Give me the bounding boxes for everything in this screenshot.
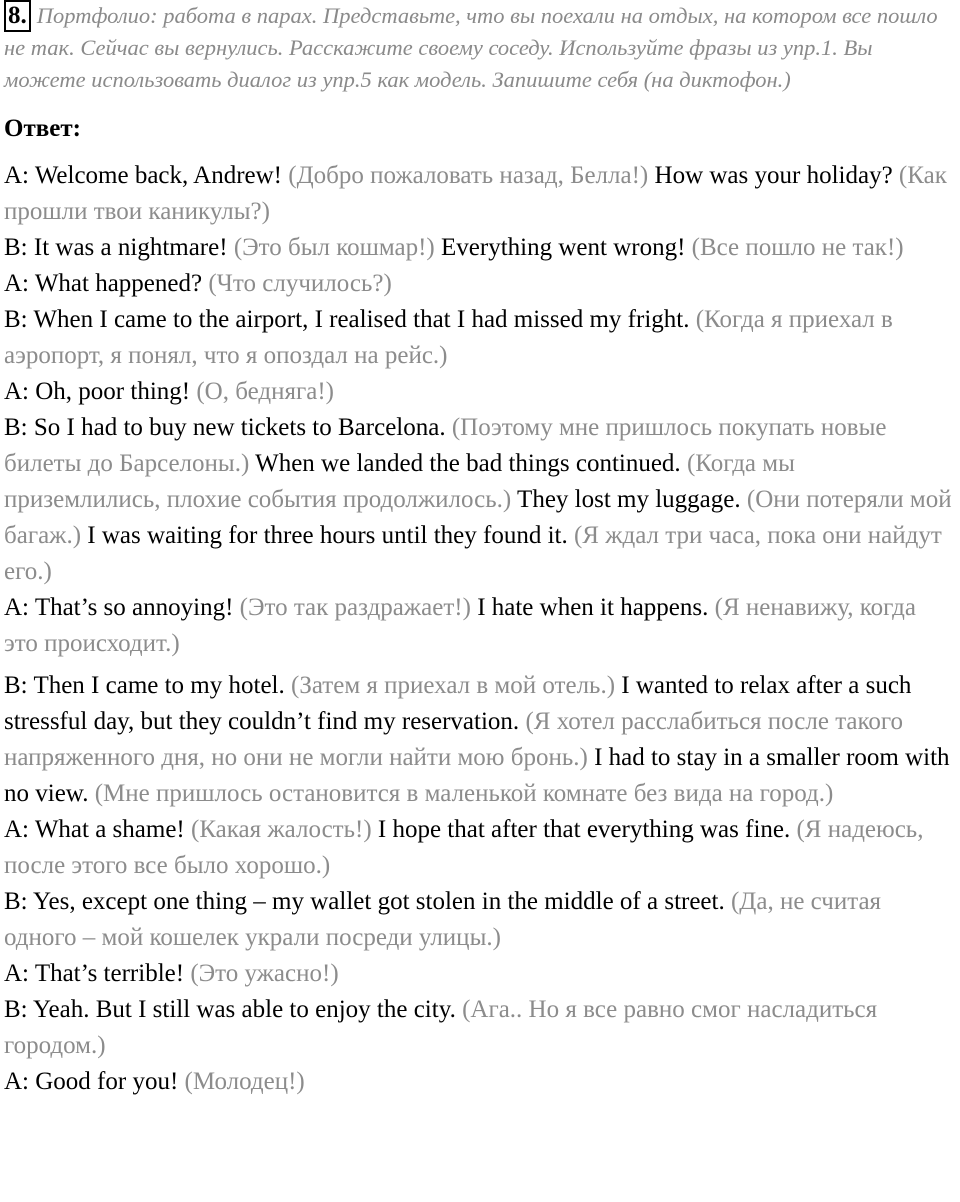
russian-translation: (Добро пожаловать назад, Белла!) xyxy=(288,162,649,189)
dialogue-line xyxy=(4,992,954,1064)
russian-translation: (Поэтому мне пришлось покупать новые билеты до Барселоны.) xyxy=(4,414,887,477)
speaker-label: A: xyxy=(4,1068,29,1095)
speaker-label: A: xyxy=(4,960,29,987)
dialogue-line xyxy=(4,956,954,992)
dialogue-line xyxy=(4,410,954,590)
dialogue-line xyxy=(4,590,954,662)
speaker-label: A: xyxy=(4,270,29,297)
english-phrase: What a shame! xyxy=(34,816,185,843)
speaker-label: A: xyxy=(4,162,29,189)
dialogue-line xyxy=(4,884,954,956)
speaker-label: B: xyxy=(4,414,28,441)
speaker-label: B: xyxy=(4,234,28,261)
russian-translation: (Я ненавижу, когда это происходит.) xyxy=(4,594,916,657)
english-phrase: That’s so annoying! xyxy=(34,594,234,621)
russian-translation: (Когда мы приземлились, плохие события продолжилось.) xyxy=(4,450,795,513)
dialogue-line xyxy=(4,158,954,230)
russian-translation: (Мне пришлось остановится в маленькой комнате без вида на город.) xyxy=(94,780,834,807)
speaker-label: A: xyxy=(4,378,29,405)
english-phrase: When we landed the bad things continued. xyxy=(255,450,681,477)
speaker-label: B: xyxy=(4,306,28,333)
english-phrase: Yeah. But I still was able to enjoy the city. xyxy=(32,996,456,1023)
russian-translation: (Ага.. Но я все равно смог насладиться городом.) xyxy=(4,996,878,1059)
russian-translation: (О, бедняга!) xyxy=(196,378,334,405)
dialogue-line xyxy=(4,302,954,374)
task-instructions-text: Портфолио: работа в парах. Представьте, что вы поехали на отдых, на котором все пошло не так. Сейчас вы вернулись. Расскажите своему соседу. Используйте фразы из упр.1. Вы можете использовать диалог из упр.5 как модель. Запишите себя (на диктофон.) xyxy=(4,3,938,92)
russian-translation: (Это ужасно!) xyxy=(190,960,339,987)
speaker-label: A: xyxy=(4,594,29,621)
english-phrase: It was a nightmare! xyxy=(33,234,228,261)
page xyxy=(4,0,954,1100)
russian-translation: (Это так раздражает!) xyxy=(239,594,471,621)
english-phrase: When I came to the airport, I realised that I had missed my fright. xyxy=(33,306,690,333)
dialogue-line xyxy=(4,266,954,302)
english-phrase: Everything went wrong! xyxy=(441,234,686,261)
russian-translation: (Какая жалость!) xyxy=(191,816,372,843)
russian-translation: (Когда я приехал в аэропорт, я понял, что я опоздал на рейс.) xyxy=(4,306,893,369)
russian-translation: (Я надеюсь, после этого все было хорошо.) xyxy=(4,816,924,879)
speaker-label: B: xyxy=(4,888,28,915)
english-phrase: Yes, except one thing – my wallet got stolen in the middle of a street. xyxy=(32,888,725,915)
russian-translation: (Затем я приехал в мой отель.) xyxy=(291,672,616,699)
english-phrase: I was waiting for three hours until they found it. xyxy=(87,522,568,549)
dialogue xyxy=(4,158,954,1100)
task-number: 8. xyxy=(4,0,31,32)
russian-translation: (Что случилось?) xyxy=(208,270,392,297)
english-phrase: Good for you! xyxy=(35,1068,179,1095)
english-phrase: What happened? xyxy=(34,270,203,297)
english-phrase: They lost my luggage. xyxy=(517,486,741,513)
russian-translation: (Я хотел расслабиться после такого напряженного дня, но они не могли найти мою бронь.) xyxy=(4,708,904,771)
russian-translation: (Да, не считая одного – мой кошелек украли посреди улицы.) xyxy=(4,888,882,951)
russian-translation: (Это был кошмар!) xyxy=(233,234,435,261)
english-phrase: So I had to buy new tickets to Barcelona. xyxy=(33,414,446,441)
english-phrase: That’s terrible! xyxy=(34,960,185,987)
english-phrase: Then I came to my hotel. xyxy=(33,672,285,699)
english-phrase: I wanted to relax after a such stressful day, but they couldn’t find my reservation. xyxy=(4,672,912,735)
english-phrase: I had to stay in a smaller room with no view. xyxy=(4,744,950,807)
english-phrase: I hope that after that everything was fine. xyxy=(377,816,791,843)
russian-translation: (Молодец!) xyxy=(184,1068,305,1095)
speaker-label: B: xyxy=(4,996,28,1023)
dialogue-line xyxy=(4,230,954,266)
russian-translation: (Как прошли твои каникулы?) xyxy=(4,162,947,225)
answer-heading: Ответ: xyxy=(4,115,81,142)
english-phrase: Welcome back, Andrew! xyxy=(34,162,283,189)
dialogue-line xyxy=(4,1064,954,1100)
english-phrase: I hate when it happens. xyxy=(477,594,709,621)
russian-translation: (Они потеряли мой багаж.) xyxy=(4,486,952,549)
speaker-label: B: xyxy=(4,672,28,699)
russian-translation: (Я ждал три часа, пока они найдут его.) xyxy=(4,522,942,585)
dialogue-line xyxy=(4,374,954,410)
dialogue-line xyxy=(4,668,954,812)
speaker-label: A: xyxy=(4,816,29,843)
task-instructions xyxy=(4,0,954,96)
english-phrase: How was your holiday? xyxy=(654,162,893,189)
english-phrase: Oh, poor thing! xyxy=(35,378,191,405)
dialogue-line xyxy=(4,812,954,884)
russian-translation: (Все пошло не так!) xyxy=(691,234,904,261)
